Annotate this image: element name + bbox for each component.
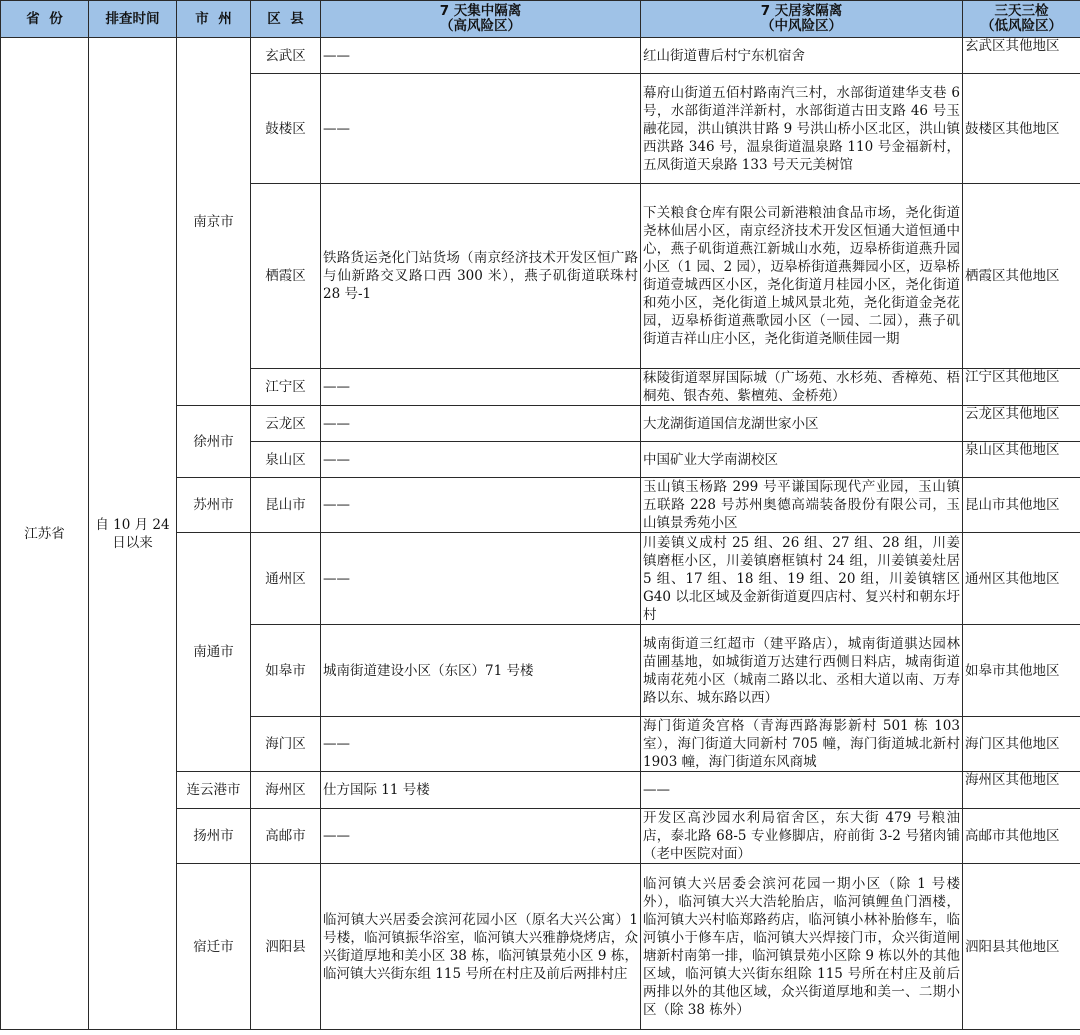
district-cell: 鼓楼区: [251, 74, 321, 184]
mid-risk-cell: 幕府山街道五佰村路南汽三村，水部街道建华支巷 6 号，水部街道泮洋新村，水部街道古田支路 46 号玉融花园，洪山镇洪甘路 9 号洪山桥小区北区，洪山镇西洪路 346 号，温泉街道温泉路 110 号金福新村，五凤街道天泉路 133 号天元美树馆: [641, 74, 963, 184]
mid-risk-cell: 大龙湖街道国信龙湖世家小区: [641, 406, 963, 442]
low-risk-cell: 云龙区其他地区: [963, 406, 1080, 442]
district-cell: 江宁区: [251, 369, 321, 406]
low-risk-cell: 泗阳县其他地区: [963, 864, 1080, 1030]
time-header: 排查时间: [89, 1, 177, 38]
mid-risk-cell: 临河镇大兴居委会滨河花园一期小区（除 1 号楼外），临河镇大兴大浩轮胎店，临河镇鲤鱼门酒楼，临河镇大兴村临郑路药店，临河镇小林补胎修车，临河镇小于修车店，临河镇大兴焊接门市，众兴街道闸塘新村南第一排，临河镇景苑小区除 9 栋以外的其他区域，临河镇大兴街东组除 115 号所在村庄及前后两排以外的其他区域，众兴街道厚地和美一、二期小区（除 38 栋外）: [641, 864, 963, 1030]
mid-risk-cell: 川姜镇义成村 25 组、26 组、27 组、28 组，川姜镇磨框小区，川姜镇磨框镇村 24 组，川姜镇姜灶居 5 组、17 组、18 组、19 组、20 组，川姜镇辖区 G40 以北区域及金新街道夏四店村、复兴村和朝东圩村: [641, 533, 963, 625]
high-risk-header: 7 天集中隔离 （高风险区）: [321, 1, 641, 38]
district-cell: 玄武区: [251, 38, 321, 74]
high-risk-cell: 城南街道建设小区（东区）71 号楼: [321, 625, 641, 717]
high-risk-cell: ——: [321, 369, 641, 406]
district-cell: 泗阳县: [251, 864, 321, 1030]
low-risk-cell: 海州区其他地区: [963, 772, 1080, 809]
city-cell-nanjing: 南京市: [177, 38, 251, 406]
district-cell: 海门区: [251, 717, 321, 772]
high-risk-cell: ——: [321, 809, 641, 864]
province-header: 省 份: [1, 1, 89, 38]
low-risk-cell: 江宁区其他地区: [963, 369, 1080, 406]
district-cell: 泉山区: [251, 442, 321, 478]
high-risk-cell: ——: [321, 406, 641, 442]
province-cell: 江苏省: [1, 38, 89, 1030]
table-row: [1, 38, 1080, 74]
city-cell-xuzhou: 徐州市: [177, 406, 251, 478]
low-risk-cell: 玄武区其他地区: [963, 38, 1080, 74]
low-risk-cell: 昆山市其他地区: [963, 478, 1080, 533]
high-risk-cell: 临河镇大兴居委会滨河花园小区（原名大兴公寓）1 号楼，临河镇振华浴室，临河镇大兴雅静烧烤店，众兴街道厚地和美小区 38 栋，临河镇景苑小区 9 栋，临河镇大兴街东组 115 号所在村庄及前后两排村庄: [321, 864, 641, 1030]
district-cell: 昆山市: [251, 478, 321, 533]
mid-risk-cell: 城南街道三红超市（建平路店），城南街道骐达园林苗圃基地，如城街道万达建行西侧日料店，城南街道城南花苑小区（城南二路以北、丞相大道以南、万寿路以东、城东路以西）: [641, 625, 963, 717]
district-cell: 高邮市: [251, 809, 321, 864]
mid-risk-cell: 秣陵街道翠屏国际城（广场苑、水杉苑、香樟苑、梧桐苑、银杏苑、紫檀苑、金桥苑）: [641, 369, 963, 406]
low-risk-cell: 如皋市其他地区: [963, 625, 1080, 717]
district-cell: 云龙区: [251, 406, 321, 442]
city-cell-yangzhou: 扬州市: [177, 809, 251, 864]
high-risk-cell: ——: [321, 533, 641, 625]
mid-risk-cell: 红山街道曹后村宁东机宿舍: [641, 38, 963, 74]
high-risk-cell: 仕方国际 11 号楼: [321, 772, 641, 809]
city-header: 市 州: [177, 1, 251, 38]
city-cell-suqian: 宿迁市: [177, 864, 251, 1030]
mid-risk-cell: 下关粮食仓库有限公司新港粮油食品市场，尧化街道尧林仙居小区，南京经济技术开发区恒通大道恒通中心，燕子矶街道燕江新城山水苑，迈皋桥街道燕升园小区（1 园、2 园），迈皋桥街道燕舞园小区，迈皋桥街道壹城西区小区，尧化街道月桂园小区，尧化街道和苑小区，尧化街道上城风景北苑，尧化街道金尧花园，迈皋桥街道燕歌园小区（一园、二园），燕子矶街道吉祥山庄小区，尧化街道尧顺佳园一期: [641, 184, 963, 369]
mid-risk-header: 7 天居家隔离 （中风险区）: [641, 1, 963, 38]
mid-risk-cell: 玉山镇玉杨路 299 号平谦国际现代产业园，玉山镇五联路 228 号苏州奥德高端装备股份有限公司，玉山镇景秀苑小区: [641, 478, 963, 533]
mid-risk-cell: 开发区高沙园水利局宿舍区，东大街 479 号粮油店，泰北路 68-5 专业修脚店，府前街 3-2 号猪肉铺（老中医院对面）: [641, 809, 963, 864]
high-risk-cell: ——: [321, 717, 641, 772]
low-risk-cell: 栖霞区其他地区: [963, 184, 1080, 369]
low-risk-cell: 高邮市其他地区: [963, 809, 1080, 864]
low-risk-cell: 鼓楼区其他地区: [963, 74, 1080, 184]
city-cell-lianyungang: 连云港市: [177, 772, 251, 809]
city-cell-nantong: 南通市: [177, 533, 251, 772]
header-row: [1, 1, 1080, 38]
district-cell: 海州区: [251, 772, 321, 809]
high-risk-cell: ——: [321, 478, 641, 533]
high-risk-cell: ——: [321, 38, 641, 74]
low-risk-header: 三天三检 （低风险区）: [963, 1, 1080, 38]
time-cell: 自 10 月 24 日以来: [89, 38, 177, 1030]
city-cell-suzhou: 苏州市: [177, 478, 251, 533]
district-header: 区 县: [251, 1, 321, 38]
low-risk-cell: 海门区其他地区: [963, 717, 1080, 772]
low-risk-cell: 泉山区其他地区: [963, 442, 1080, 478]
district-cell: 栖霞区: [251, 184, 321, 369]
district-cell: 如皋市: [251, 625, 321, 717]
high-risk-cell: ——: [321, 74, 641, 184]
mid-risk-cell: ——: [641, 772, 963, 809]
mid-risk-cell: 海门街道灸宫格（青海西路海影新村 501 栋 103 室），海门街道大同新村 705 幢，海门街道城北新村 1903 幢，海门街道东风商城: [641, 717, 963, 772]
low-risk-cell: 通州区其他地区: [963, 533, 1080, 625]
high-risk-cell: 铁路货运尧化门站货场（南京经济技术开发区恒广路与仙新路交叉路口西 300 米），燕子矶街道联珠村 28 号-1: [321, 184, 641, 369]
district-cell: 通州区: [251, 533, 321, 625]
high-risk-cell: ——: [321, 442, 641, 478]
mid-risk-cell: 中国矿业大学南湖校区: [641, 442, 963, 478]
